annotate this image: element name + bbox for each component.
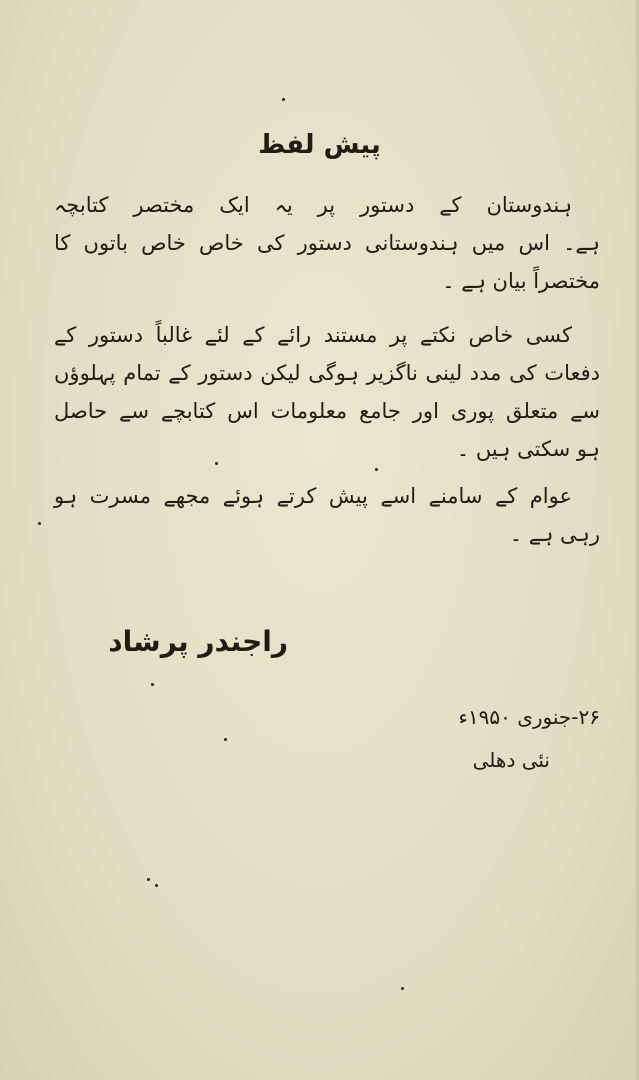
paragraph-line: ہو سکتی ہیں ۔ <box>456 437 600 461</box>
signature: راجندر پرشاد <box>108 625 288 658</box>
place-line: نئی دھلی <box>472 748 550 772</box>
paragraph-1 <box>54 186 600 300</box>
paragraph-line: مختصراً بیان ہے ۔ <box>442 269 600 293</box>
paragraph-line: ہندوستان کے دستور پر یہ ایک مختصر کتابچہ <box>54 193 572 217</box>
paragraph-line: دفعات کی مدد لینی ناگزیر ہوگی لیکن دستور کے تمام پہلوؤں <box>54 361 600 385</box>
document-title: پیش لفظ <box>258 130 381 160</box>
ink-speck <box>151 683 154 686</box>
ink-speck <box>224 738 227 741</box>
paragraph-line: رہی ہے ۔ <box>509 522 600 546</box>
ink-speck <box>147 878 150 881</box>
paragraph-2 <box>54 316 600 468</box>
ink-speck <box>38 522 41 525</box>
ink-speck <box>282 98 285 101</box>
paragraph-3 <box>54 477 600 553</box>
ink-speck <box>155 884 158 887</box>
paragraph-line: کسی خاص نکتے پر مستند رائے کے لئے غالباً دستور کے <box>54 323 572 347</box>
ink-speck <box>401 987 404 990</box>
ink-speck <box>375 468 378 471</box>
date-line: ۲۶-جنوری ۱۹۵۰ء <box>458 705 600 729</box>
paragraph-line: عوام کے سامنے اسے پیش کرتے ہوئے مجھے مسرت ہو <box>54 484 572 508</box>
ink-speck <box>215 462 218 465</box>
paragraph-line: ہے۔ اس میں ہندوستانی دستور کی خاص خاص باتوں کا <box>54 231 600 255</box>
paragraph-line: سے متعلق پوری اور جامع معلومات اس کتابچے سے حاصل <box>54 399 600 423</box>
